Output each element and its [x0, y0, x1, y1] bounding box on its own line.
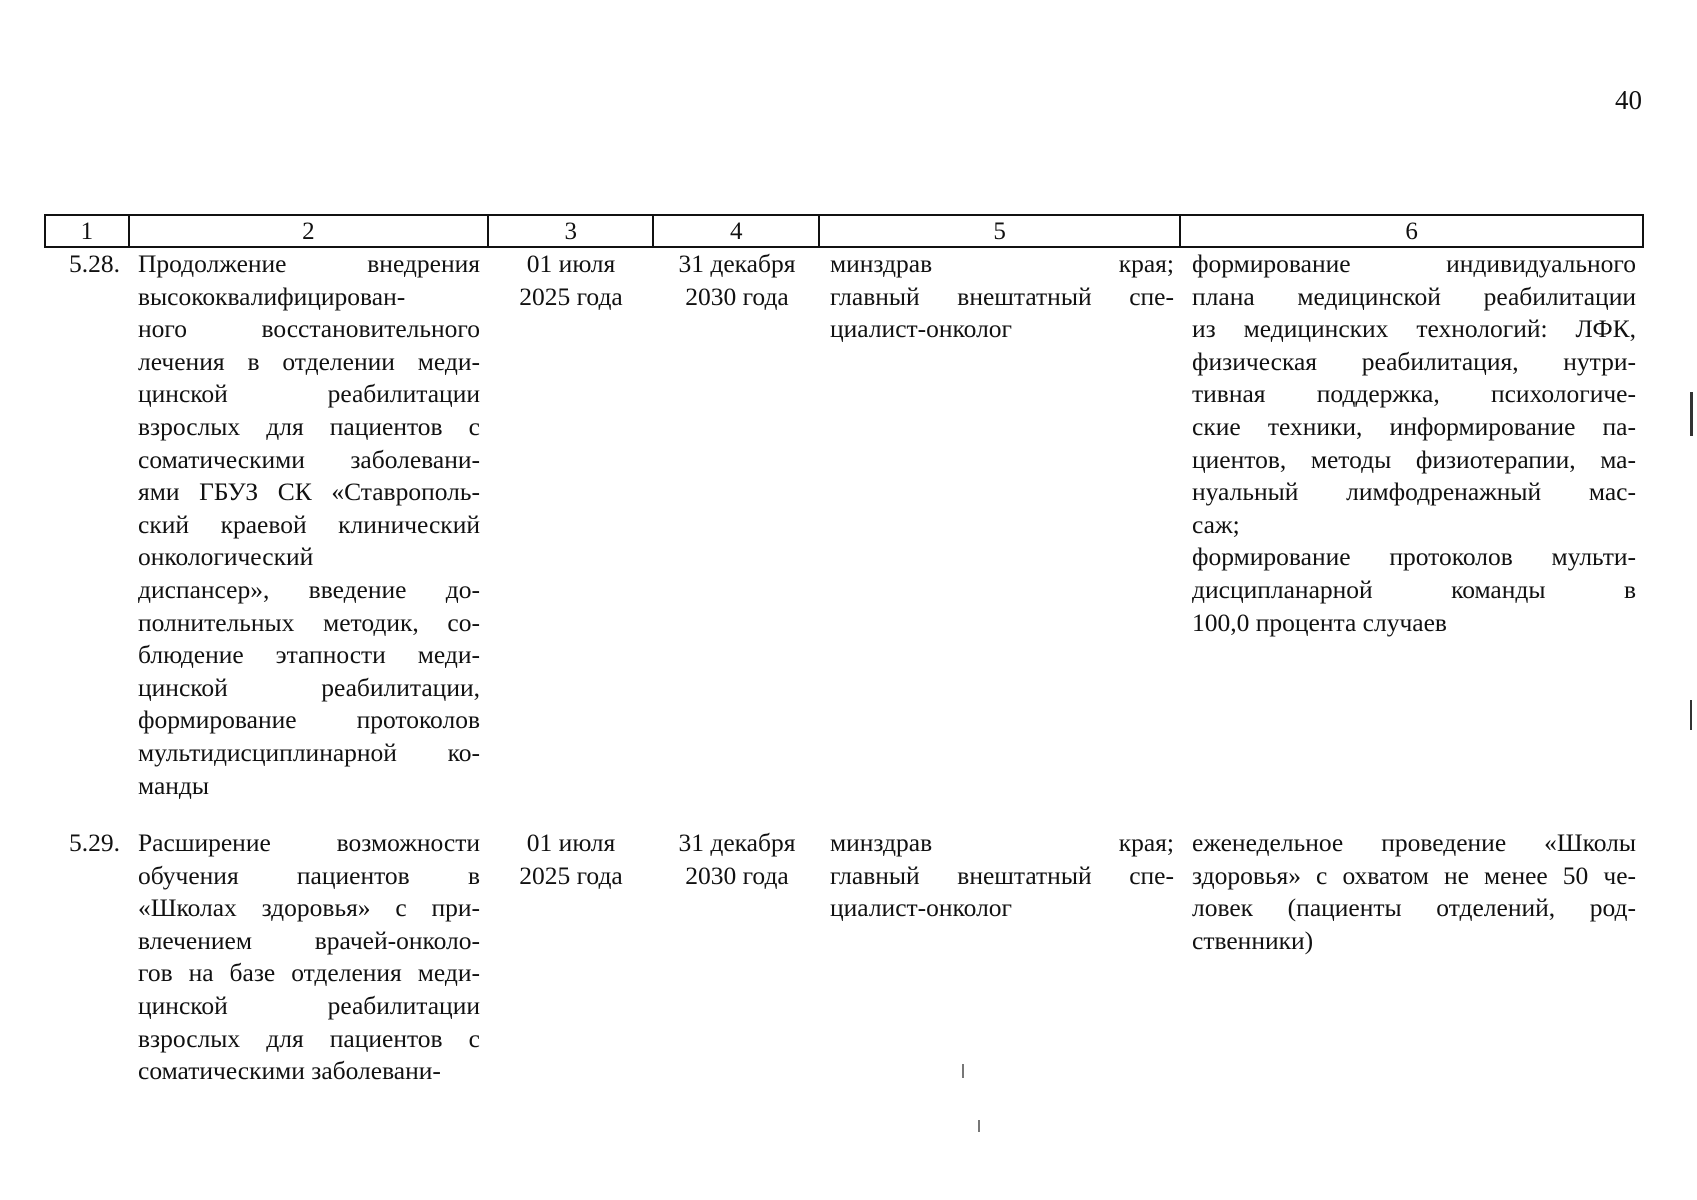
end-date — [654, 827, 820, 1088]
start-date — [488, 248, 654, 802]
column-header-2: 2 — [130, 216, 489, 246]
text-line: взрослых для пациентов с — [138, 1023, 480, 1053]
text-line: гов на базе отделения меди- — [138, 958, 480, 988]
table-row-5-29 — [44, 827, 1644, 1088]
text-line: манды — [138, 770, 210, 800]
text-line: минздрав края; — [830, 828, 1174, 858]
text-line: главный внештатный спе- — [830, 860, 1174, 890]
start-date — [488, 827, 654, 1088]
text-line: дисципланарной команды в — [1192, 574, 1636, 604]
text-line: обучения пациентов в — [138, 860, 480, 890]
text-line: полнительных методик, со- — [138, 607, 480, 637]
text-line: высококвалифицирован- — [138, 281, 406, 311]
text-line: главный внештатный спе- — [830, 281, 1174, 311]
end-date — [654, 248, 820, 802]
table-header-row — [44, 214, 1644, 248]
text-line: формирование индивидуального — [1192, 249, 1636, 278]
expected-result — [1182, 248, 1644, 802]
measure-description — [128, 248, 488, 802]
page-number: 40 — [1615, 85, 1642, 115]
text-line: «Школах здоровья» с при- — [138, 893, 480, 923]
text-line: тивная поддержка, психологиче- — [1192, 379, 1636, 409]
column-header-4: 4 — [654, 216, 820, 246]
text-line: соматическими заболевани- — [138, 444, 480, 474]
text-line: здоровья» с охватом не менее 50 че- — [1192, 860, 1636, 890]
text-line: влечением врачей-онколо- — [138, 925, 480, 955]
text-line: цинской реабилитации — [138, 991, 480, 1021]
text-line: ного восстановительного — [138, 314, 480, 344]
text-line: взрослых для пациентов с — [138, 411, 480, 441]
scan-speck — [978, 1120, 980, 1132]
text-line: 01 июля — [526, 828, 616, 858]
row-number: 5.28. — [69, 249, 120, 278]
text-line: 2030 года — [685, 860, 789, 890]
text-line: 01 июля — [526, 249, 616, 278]
text-line: минздрав края; — [830, 249, 1174, 278]
text-line: ловек (пациенты отделений, род- — [1192, 893, 1636, 923]
column-header-1: 1 — [46, 216, 130, 246]
measures-table — [44, 214, 1644, 1088]
text-line: диспансер», введение до- — [138, 574, 480, 604]
measure-description — [128, 827, 488, 1088]
text-line: 31 декабря — [678, 249, 796, 278]
responsible-executors — [820, 827, 1182, 1088]
text-line: циалист-онколог — [830, 314, 1012, 344]
text-line: цинской реабилитации — [138, 379, 480, 409]
column-header-6: 6 — [1405, 218, 1418, 245]
text-line: онкологический — [138, 542, 314, 572]
text-line: 31 декабря — [678, 828, 796, 858]
text-line: цинской реабилитации, — [138, 672, 480, 702]
text-line: плана медицинской реабилитации — [1192, 281, 1636, 311]
scan-speck — [962, 1064, 964, 1078]
column-header-5: 5 — [820, 216, 1181, 246]
text-line: циалист-онколог — [830, 893, 1012, 923]
text-line: соматическими заболевани- — [138, 1056, 441, 1086]
text-line: ями ГБУЗ СК «Ставрополь- — [138, 477, 480, 507]
text-line: 2025 года — [519, 281, 623, 311]
responsible-executors — [820, 248, 1182, 802]
text-line: формирование протоколов — [138, 705, 480, 735]
text-line: нуальный лимфодренажный мас- — [1192, 477, 1636, 507]
text-line: циентов, методы физиотерапии, ма- — [1192, 444, 1636, 474]
scan-edge-mark — [1690, 392, 1693, 436]
text-line: 2025 года — [519, 860, 623, 890]
text-line: ственники) — [1192, 925, 1314, 955]
text-line: из медицинских технологий: ЛФК, — [1192, 314, 1636, 344]
text-line: формирование протоколов мульти- — [1192, 542, 1636, 572]
text-line: Расширение возможности — [138, 828, 480, 858]
text-line: мультидисциплинарной ко- — [138, 737, 480, 767]
text-line: Продолжение внедрения — [138, 249, 480, 278]
text-line: 100,0 процента случаев — [1192, 607, 1447, 637]
text-line: лечения в отделении меди- — [138, 346, 480, 376]
text-line: ские техники, информирование па- — [1192, 411, 1636, 441]
text-line: ский краевой клинический — [138, 509, 480, 539]
text-line: блюдение этапности меди- — [138, 640, 480, 670]
text-line: саж; — [1192, 509, 1240, 539]
scan-edge-mark — [1690, 700, 1692, 730]
column-header-3: 3 — [489, 216, 655, 246]
text-line: физическая реабилитация, нутри- — [1192, 346, 1636, 376]
text-line: еженедельное проведение «Школы — [1192, 828, 1636, 858]
expected-result — [1182, 827, 1644, 1088]
table-row-5-28 — [44, 248, 1644, 802]
row-number: 5.29. — [69, 828, 120, 858]
text-line: 2030 года — [685, 281, 789, 311]
